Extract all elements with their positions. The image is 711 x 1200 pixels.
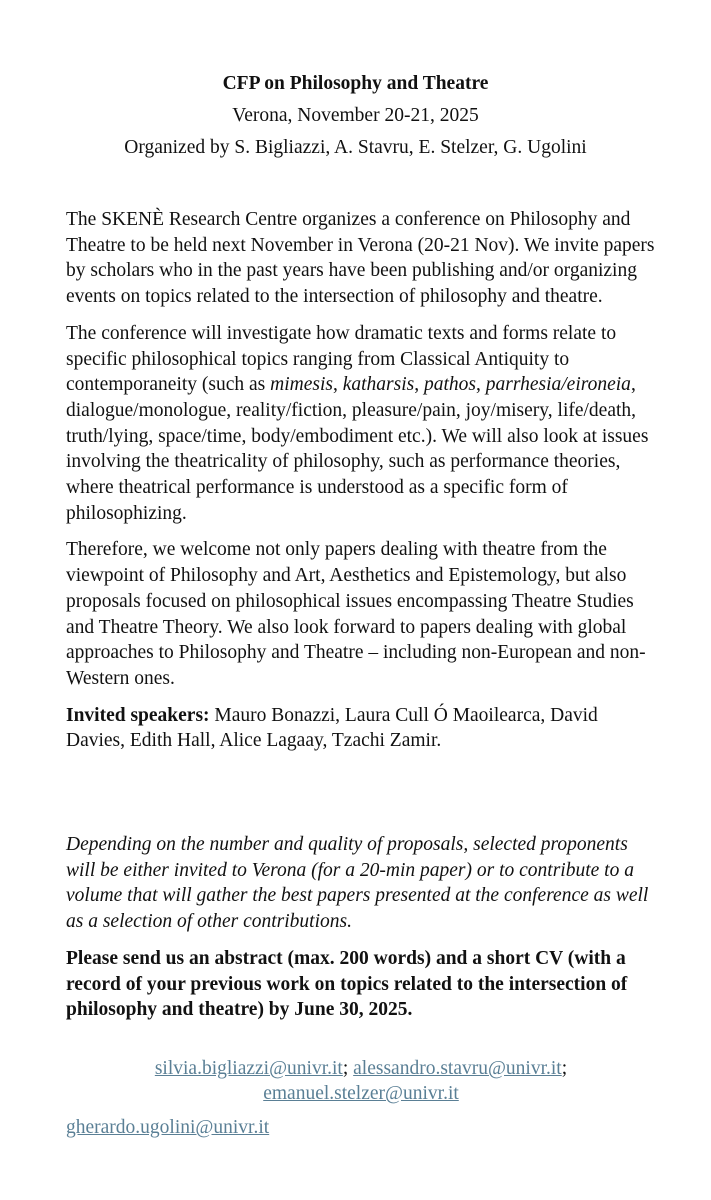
term-pathos: pathos	[424, 374, 477, 396]
welcome-paragraph: Therefore, we welcome not only papers dealing with theatre from the viewpoint of Philosophy and Art, Aesthetics and Epistemology, but also proposals focused on philosophical issues encompassing Theatre Studies and Theatre Theory. We also look forward to papers dealing with global approaches to Philosophy and Theatre – including non-European and non-Western ones.	[66, 539, 646, 689]
speakers-names: Mauro Bonazzi, Laura Cull Ó Maoilearca, David Davies, Edith Hall, Alice Lagaay, Tzachi Zamir.	[66, 704, 598, 752]
speakers-label: Invited speakers:	[66, 704, 210, 726]
email-link-stelzer[interactable]: emanuel.stelzer@univr.it	[263, 1083, 459, 1104]
place-date: Verona, November 20-21, 2025	[232, 105, 479, 126]
header	[0, 68, 711, 164]
notice-paragraph: Depending on the number and quality of proposals, selected proponents will be either invited to Verona (for a 20-min paper) or to contribute to a volume that will gather the best papers presented at the conference as well as a selection of other contributions.	[66, 834, 649, 933]
comma: ,	[476, 374, 486, 396]
term-mimesis: mimesis	[270, 374, 333, 396]
term-parrhesia: parrhesia/eironeia	[485, 374, 631, 396]
email-list-ugolini	[66, 1115, 656, 1140]
investigate-text-2: , dialogue/monologue, reality/fiction, pleasure/pain, joy/misery, life/death, truth/lying, space/time, body/embodiment etc.). We will also look at issues involving the theatricality of philosophy, such as performance theories, where theatrical performance is understood as a specific form of philosophizing.	[66, 374, 649, 524]
email-link-ugolini[interactable]: gherardo.ugolini@univr.it	[66, 1117, 270, 1138]
organizers: Organized by S. Bigliazzi, A. Stavru, E. Stelzer, G. Ugolini	[124, 137, 587, 158]
intro-paragraph: The SKENÈ Research Centre organizes a conference on Philosophy and Theatre to be held next November in Verona (20-21 Nov). We invite papers by scholars who in the past years have been publishing and/or organizing events on topics related to the intersection of philosophy and theatre.	[66, 209, 655, 308]
submission-paragraph: Please send us an abstract (max. 200 words) and a short CV (with a record of your previous work on topics related to the intersection of philosophy and theatre) by June 30, 2025.	[66, 947, 628, 1021]
investigate-paragraph	[66, 321, 656, 527]
email-list	[66, 1056, 656, 1106]
email-separator: ;	[561, 1058, 568, 1079]
comma: ,	[414, 374, 424, 396]
comma: ,	[332, 374, 343, 396]
submission-section	[66, 832, 656, 1034]
term-katharsis: katharsis	[342, 374, 415, 396]
speakers-paragraph	[66, 703, 656, 754]
email-link-stavru[interactable]: alessandro.stavru@univr.it	[353, 1058, 562, 1079]
email-separator: ;	[342, 1058, 354, 1079]
investigate-text-1: The conference will investigate how dramatic texts and forms relate to specific philosophical topics ranging from Classical Antiquity to contemporaneity (such as	[66, 322, 617, 396]
page-title: CFP on Philosophy and Theatre	[222, 73, 489, 94]
main-body	[66, 207, 656, 765]
email-link-bigliazzi[interactable]: silvia.bigliazzi@univr.it	[154, 1058, 343, 1079]
